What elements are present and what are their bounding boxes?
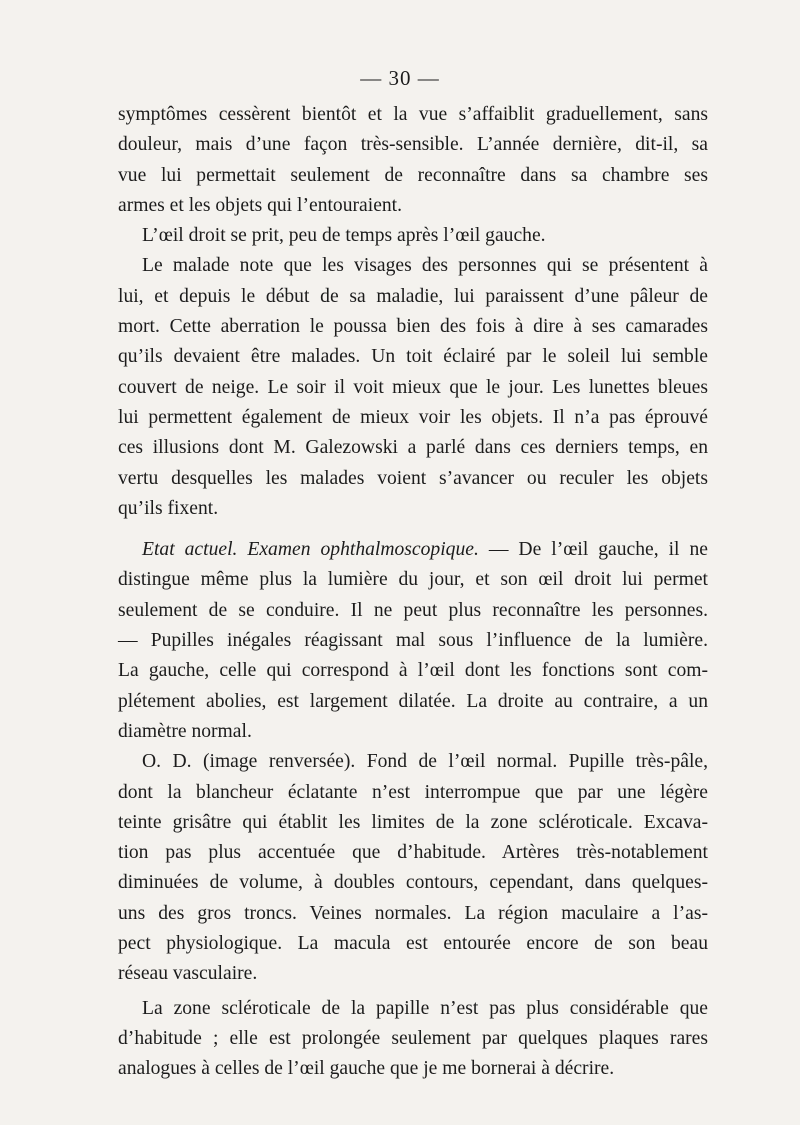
- text-line: teinte grisâtre qui établit les limites de la zone scléroticale. Excava-: [118, 811, 708, 833]
- text-line: douleur, mais d’une façon très-sensible. L’année dernière, dit-il, sa: [118, 134, 708, 156]
- text-line: qu’ils devaient être malades. Un toit éclairé par le soleil lui semble: [118, 346, 708, 368]
- text-line: qu’ils fixent.: [118, 497, 219, 519]
- text-line: O. D. (image renversée). Fond de l’œil normal. Pupille très-pâle,: [142, 751, 708, 773]
- text-line: ces illusions dont M. Galezowski a parlé dans ces derniers temps, en: [118, 437, 708, 459]
- text-line: tion pas plus accentuée que d’habitude. Artères très-notablement: [118, 842, 708, 864]
- body-text: [118, 100, 708, 1085]
- text-line: plétement abolies, est largement dilatée. La droite au contraire, a un: [118, 690, 708, 712]
- text-line: — Pupilles inégales réagissant mal sous l’influence de la lumière.: [118, 630, 708, 652]
- text-line: vue lui permettait seulement de reconnaître dans sa chambre ses: [118, 164, 708, 186]
- paragraph-symptoms: [118, 100, 708, 221]
- text-line: uns des gros troncs. Veines normales. La région maculaire a l’as-: [118, 902, 708, 924]
- text-line: d’habitude ; elle est prolongée seulement par quelques plaques rares: [118, 1027, 708, 1049]
- text-line: analogues à celles de l’œil gauche que je me bornerai à décrire.: [118, 1058, 615, 1080]
- text-line: symptômes cessèrent bientôt et la vue s’affaiblit graduellement, sans: [118, 104, 708, 125]
- text-line: La gauche, celle qui correspond à l’œil dont les fonctions sont com-: [118, 660, 708, 682]
- text-line: L’œil droit se prit, peu de temps après l’œil gauche.: [142, 225, 546, 247]
- page-number: — 30 —: [360, 66, 440, 90]
- text-line: vertu desquelles les malades voient s’avancer ou reculer les objets: [118, 467, 708, 489]
- text-line: La zone scléroticale de la papille n’est pas plus considérable que: [142, 997, 708, 1019]
- paragraph-right-eye: [118, 221, 708, 251]
- text-line: diamètre normal.: [118, 720, 252, 742]
- paragraph-zone: [118, 994, 708, 1085]
- text-line: distingue même plus la lumière du jour, et son œil droit lui permet: [118, 569, 708, 591]
- text-run: — De l’œil gauche, il ne: [478, 539, 708, 561]
- text-line: armes et les objets qui l’entouraient.: [118, 194, 403, 216]
- text-line: couvert de neige. Le soir il voit mieux que le jour. Les lunettes bleues: [118, 376, 708, 398]
- text-line: mort. Cette aberration le poussa bien des fois à dire à ses camarades: [118, 316, 708, 338]
- text-line: lui permettent également de mieux voir les objets. Il n’a pas éprouvé: [118, 406, 708, 428]
- section-heading: Etat actuel. Examen ophthalmoscopique.: [142, 539, 479, 561]
- text-line: pect physiologique. La macula est entourée encore de son beau: [118, 933, 708, 955]
- paragraph-examen: [118, 535, 708, 747]
- text-line: [118, 535, 708, 565]
- text-line: lui, et depuis le début de sa maladie, lui paraissent d’une pâleur de: [118, 285, 708, 307]
- text-line: Le malade note que les visages des personnes qui se présentent à: [142, 255, 708, 277]
- paragraph-visages: [118, 251, 708, 524]
- text-line: diminuées de volume, à doubles contours, cependant, dans quelques-: [118, 872, 708, 894]
- text-line: réseau vasculaire.: [118, 963, 258, 985]
- text-line: seulement de se conduire. Il ne peut plus reconnaître les personnes.: [118, 599, 708, 621]
- paragraph-spacer: [118, 524, 708, 535]
- text-line: dont la blancheur éclatante n’est interrompue que par une légère: [118, 781, 708, 803]
- paragraph-od: [118, 747, 708, 989]
